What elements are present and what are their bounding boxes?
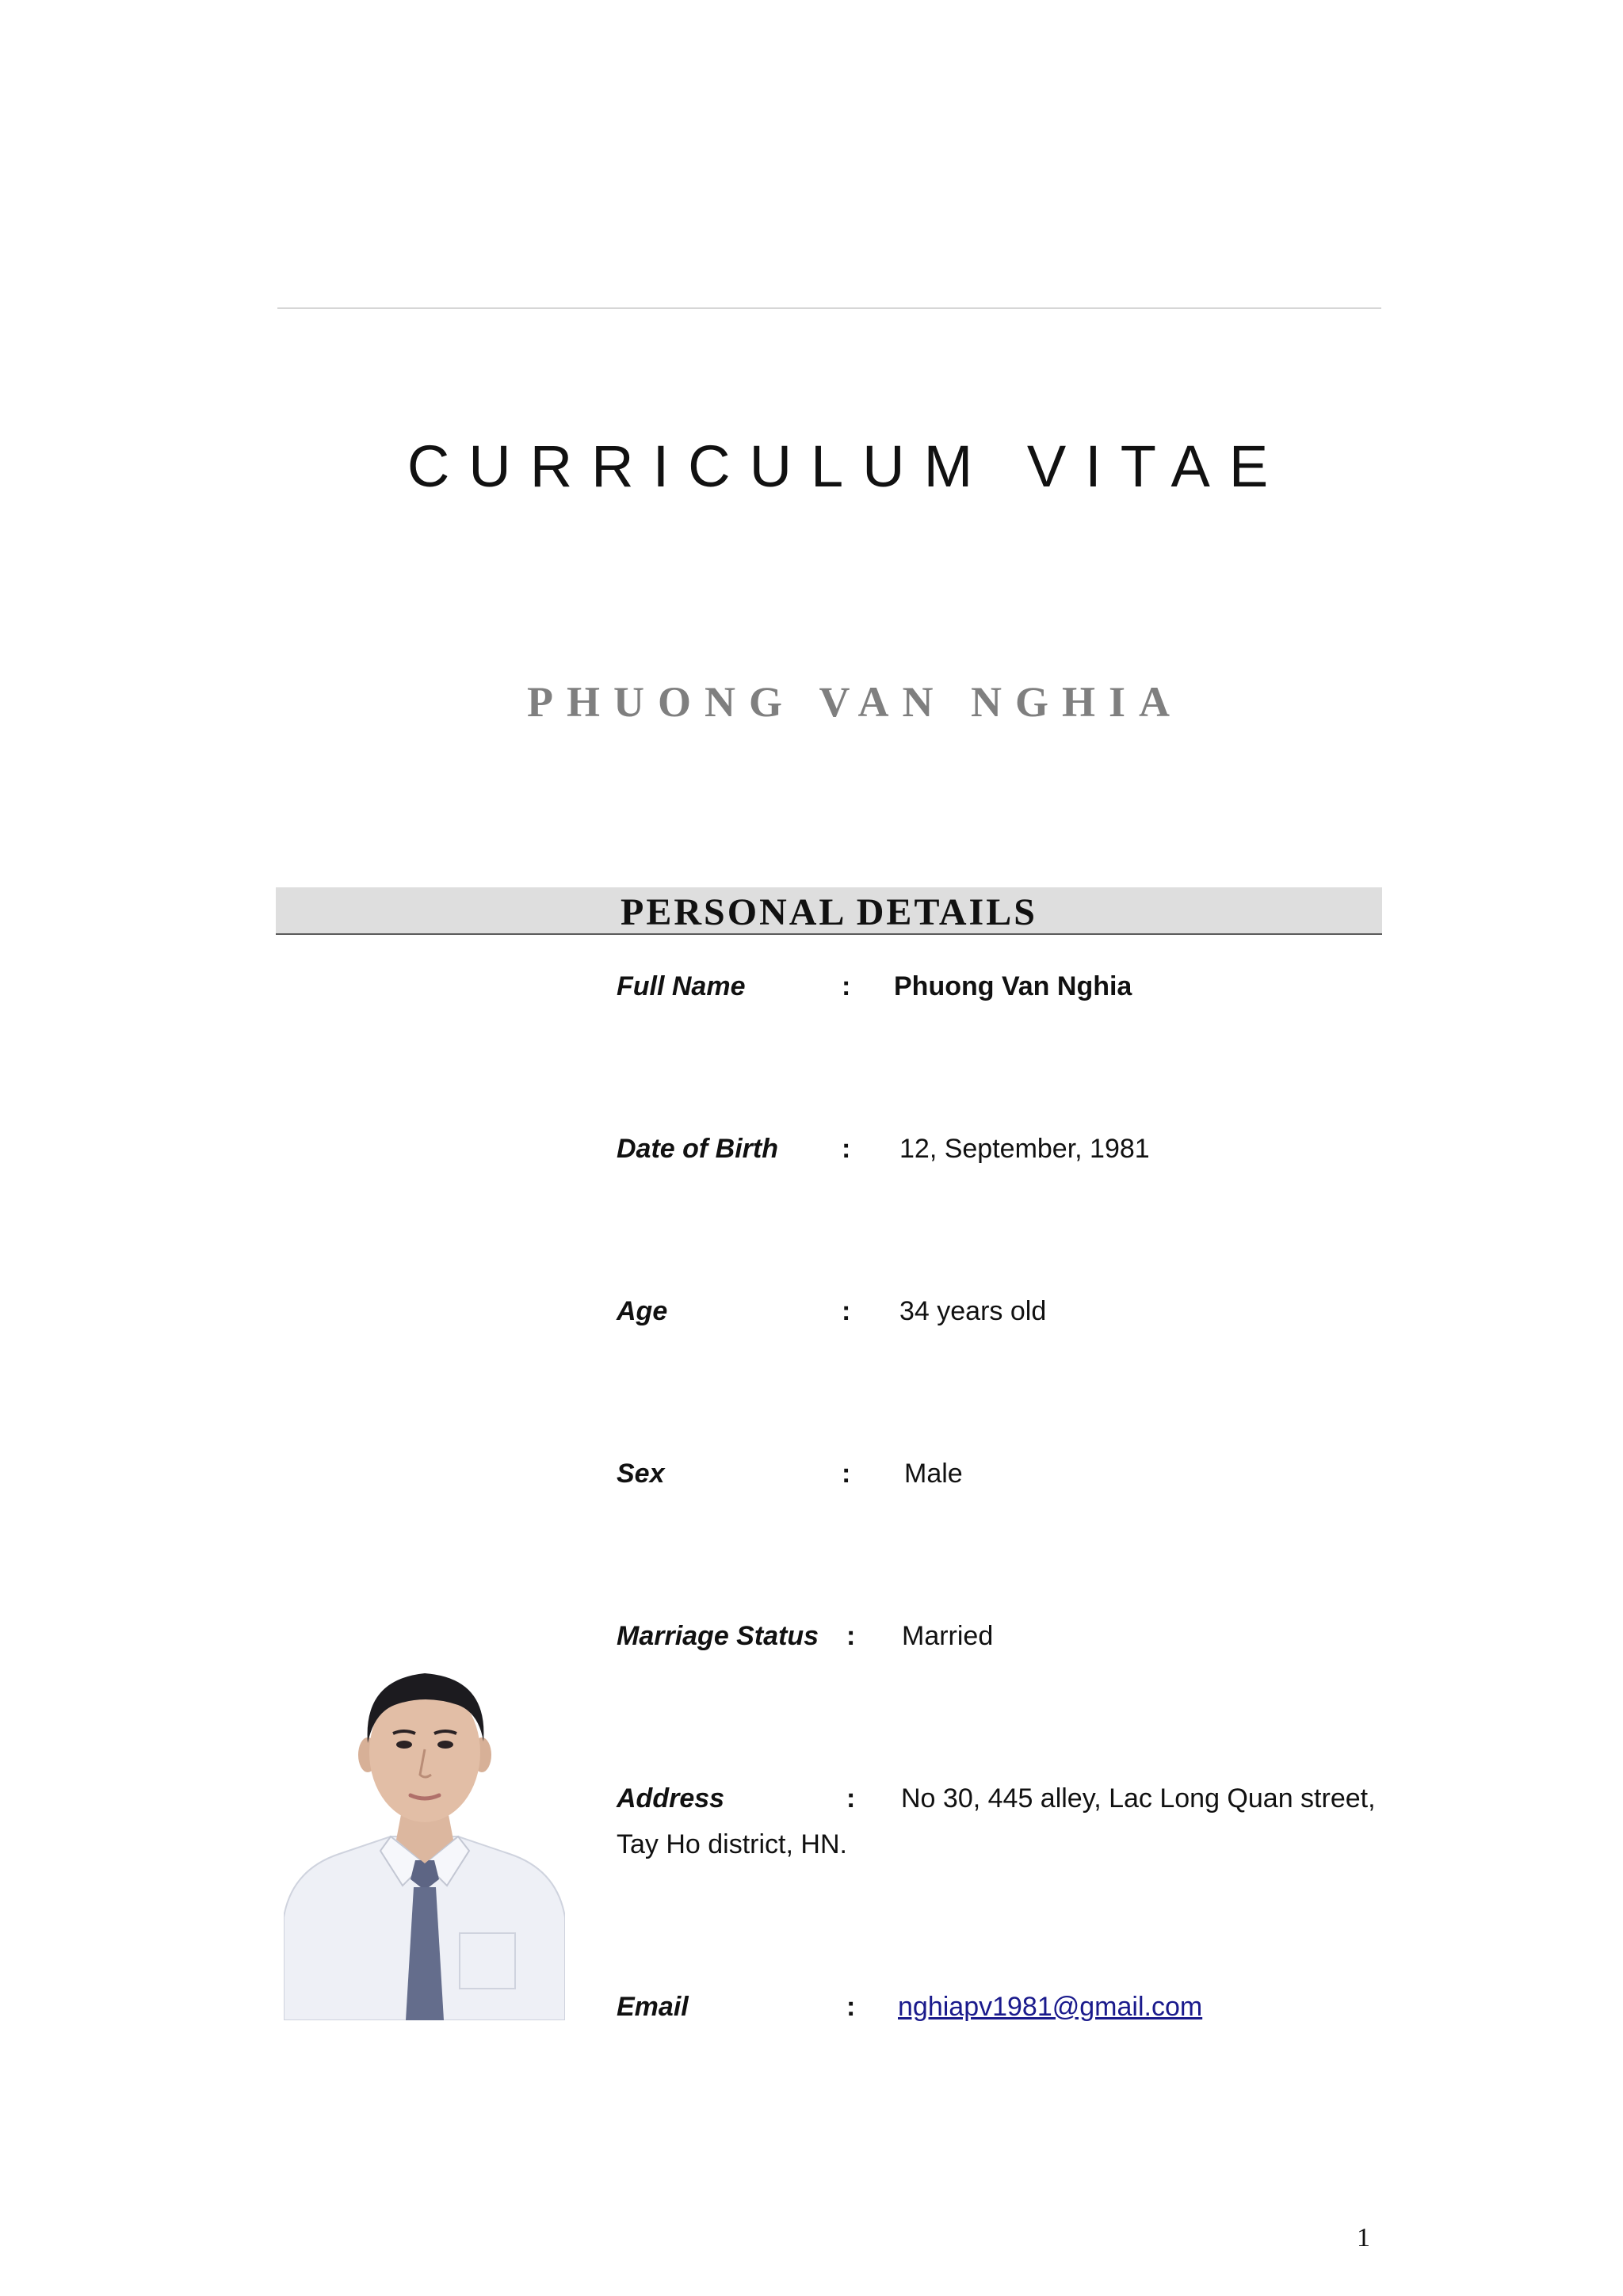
address-continuation: Tay Ho district, HN. [617,1829,847,1859]
address-colon: : [846,1783,856,1814]
sex-label: Sex [617,1459,665,1489]
marriage-status-label: Marriage Status [617,1621,819,1651]
date-of-birth-colon: : [842,1134,851,1164]
date-of-birth-label: Date of Birth [617,1134,778,1164]
sex-colon: : [842,1459,851,1489]
address-value: No 30, 445 alley, Lac Long Quan street, [901,1783,1376,1814]
sex-value: Male [904,1459,963,1489]
email-colon: : [846,1992,856,2022]
email-label: Email [617,1992,689,2022]
top-divider [277,307,1381,309]
address-label: Address [617,1783,725,1814]
portrait-photo [284,1656,565,2020]
age-value: 34 years old [899,1296,1047,1326]
marriage-status-value: Married [902,1621,994,1651]
section-title: PERSONAL DETAILS [621,891,1037,933]
age-colon: : [842,1296,851,1326]
full-name-value: Phuong Van Nghia [894,971,1132,1001]
page-number: 1 [1357,2223,1370,2252]
marriage-status-colon: : [846,1621,856,1651]
full-name-label: Full Name [617,971,746,1001]
date-of-birth-value: 12, September, 1981 [899,1134,1150,1164]
document-title: CURRICULUM VITAE [407,433,1288,499]
candidate-name-heading: PHUONG VAN NGHIA [526,678,1184,726]
email-link[interactable]: nghiapv1981@gmail.com [898,1992,1203,2022]
full-name-colon: : [842,971,851,1001]
age-label: Age [617,1296,668,1326]
